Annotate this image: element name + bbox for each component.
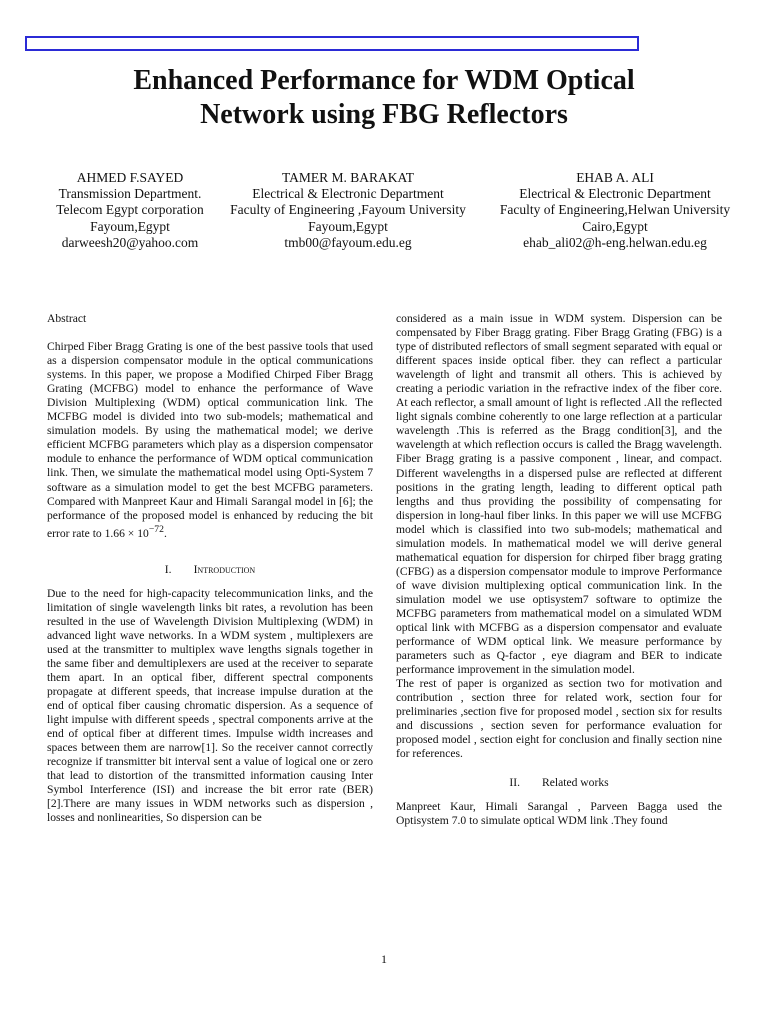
author-email: darweesh20@yahoo.com [61,234,199,250]
abstract-end: . [163,526,167,540]
left-column [47,312,373,825]
section-2-heading [396,776,722,790]
page-number: 1 [381,952,387,966]
author-email: ehab_ali02@h-eng.helwan.edu.eg [523,234,707,250]
abstract-heading: Abstract [47,312,87,325]
author-name: AHMED F.SAYED [76,170,184,185]
author-1 [50,170,210,251]
title-line-1: Enhanced Performance for WDM Optical [133,65,635,96]
abstract-exponent: −72 [148,523,164,535]
section-1-title: Introduction [193,562,256,576]
author-city: Fayoum,Egypt [90,218,170,234]
body-paragraph-2: The rest of paper is organized as section two for motivation and contribution , section three for related work, section four for preliminaries ,section five for proposed model , section six for results and discussions , section seven for performance evaluation for proposed model , section eight for conclusion and finally section nine for references. [396,677,722,761]
author-department: Electrical & Electronic Department [519,186,711,202]
author-2 [220,170,476,251]
author-department: Electrical & Electronic Department [252,186,444,202]
abstract-text: Chirped Fiber Bragg Grating is one of the best passive tools that used as a dispersion compensator module in the optical communications systems. In this paper, we propose a Modified Chirped Fiber Bragg Grating (MCFBG) model to enhance the performance of Wave Division Multiplexing (WDM) optical communication link. The MCFBG model is divided into two sub-models; mathematical and simulation models. By using the mathematical model; we derive efficient MCFBG parameters which play as a dispersion compensator module to enhance the performance of WDM optical communication link. Then, we simulate the mathematical model using Opti-System 7 software as a simulation model to get the best MCFBG parameters. Compared with Manpreet Kaur and Himali Sarangal model in [6]; the performance of the proposed model is enhanced by reducing the bit error rate to 1.66 × 10 [47,340,373,540]
author-organization: Faculty of Engineering,Helwan University [499,202,731,218]
author-email: tmb00@fayoum.edu.eg [284,234,412,250]
related-works-paragraph: Manpreet Kaur, Himali Sarangal , Parveen Bagga used the Optisystem 7.0 to simulate optical WDM link .They found [396,799,722,827]
header-rule-box [25,36,639,51]
abstract-paragraph [47,340,373,541]
section-1-number: I. [164,562,172,576]
section-2-number: II. [509,775,520,789]
author-city: Fayoum,Egypt [308,218,388,234]
author-organization: Telecom Egypt corporation [56,202,204,218]
author-organization: Faculty of Engineering ,Fayoum University [230,202,466,218]
right-column [396,312,722,828]
author-3 [492,170,738,251]
author-city: Cairo,Egypt [582,218,648,234]
author-department: Transmission Department. [58,186,202,202]
author-name: EHAB A. ALI [576,170,654,185]
introduction-paragraph: Due to the need for high-capacity telecommunication links, and the limitation of single wavelength links bit rates, a revolution has been resulted in the use of Wavelength Division Multiplexing (WDM) in advanced light wave networks. In a WDM system , multiplexers are used at the transmitter to multiplex wave lengths signals together in the same fiber and demultiplexers are used at the receiver to separate them apart. In an optical fiber, different spectral components propagate at different speeds, that increase impulse duration at the end of optical fiber causing chromatic dispersion. As a sequence of light impulse with different speeds , spectral components arrive at the end of optical fiber at different times. Impulse width increases and spaces between them are narrow[1]. So the receiver cannot correctly recognize if transmitter bit interval sent a value of logical one or zero that lead to distortion of the transmitted information causing Inter Symbol Interference (ISI) and increase the bit error rate (BER)[2].There are many issues in WDM networks such as dispersion , losses and nonlinearities, So dispersion can be [47,586,373,825]
title-line-2: Network using FBG Reflectors [200,99,568,130]
body-paragraph-1: considered as a main issue in WDM system. Dispersion can be compensated by Fiber Bragg grating. Fiber Bragg Grating (FBG) is a type of distributed reflectors of small segment separated with equal or different spaces inside optical fiber. they can reflect a particular wavelength of light and transmit all others. This is achieved by creating a periodic variation in the refractive index of the fiber core. At each reflector, a small amount of light is reflected .All the reflected light signals combine coherently to one large reflection at a particular wavelength .This is referred as the Bragg condition[3], and the wavelength at which reflection occurs is called the Bragg wavelength. Fiber Bragg grating is a passive component , linear, and compact. Different wavelengths in a dispersed pulse are reflected at different positions in the grating length, leading to different optical path lengths and thus providing the possibility of compensating for dispersion in long-haul fiber links. In this paper we will use MCFBG model which is classified into two sub-models; mathematical and simulation models. In mathematical model we will derive general mathematical equation for dispersion for chirped fiber bragg grating (CFBG) as a dispersion compensator module to improve Performance of wave division multiplexing optical communication link. In the simulation model we use optisystem7 software to optimize the MCFBG parameters from mathematical model on a simulated WDM optical link with MCFBG as a dispersion compensator and evaluate performance of WDM optical link. We measure performance by parameters such as Q-factor , eye diagram and BER to indicate performance improvement in the simulation model. [396,312,722,677]
author-name: TAMER M. BARAKAT [281,170,415,185]
section-1-heading [47,563,373,577]
section-2-title: Related works [541,775,609,789]
paper-title [0,64,768,132]
